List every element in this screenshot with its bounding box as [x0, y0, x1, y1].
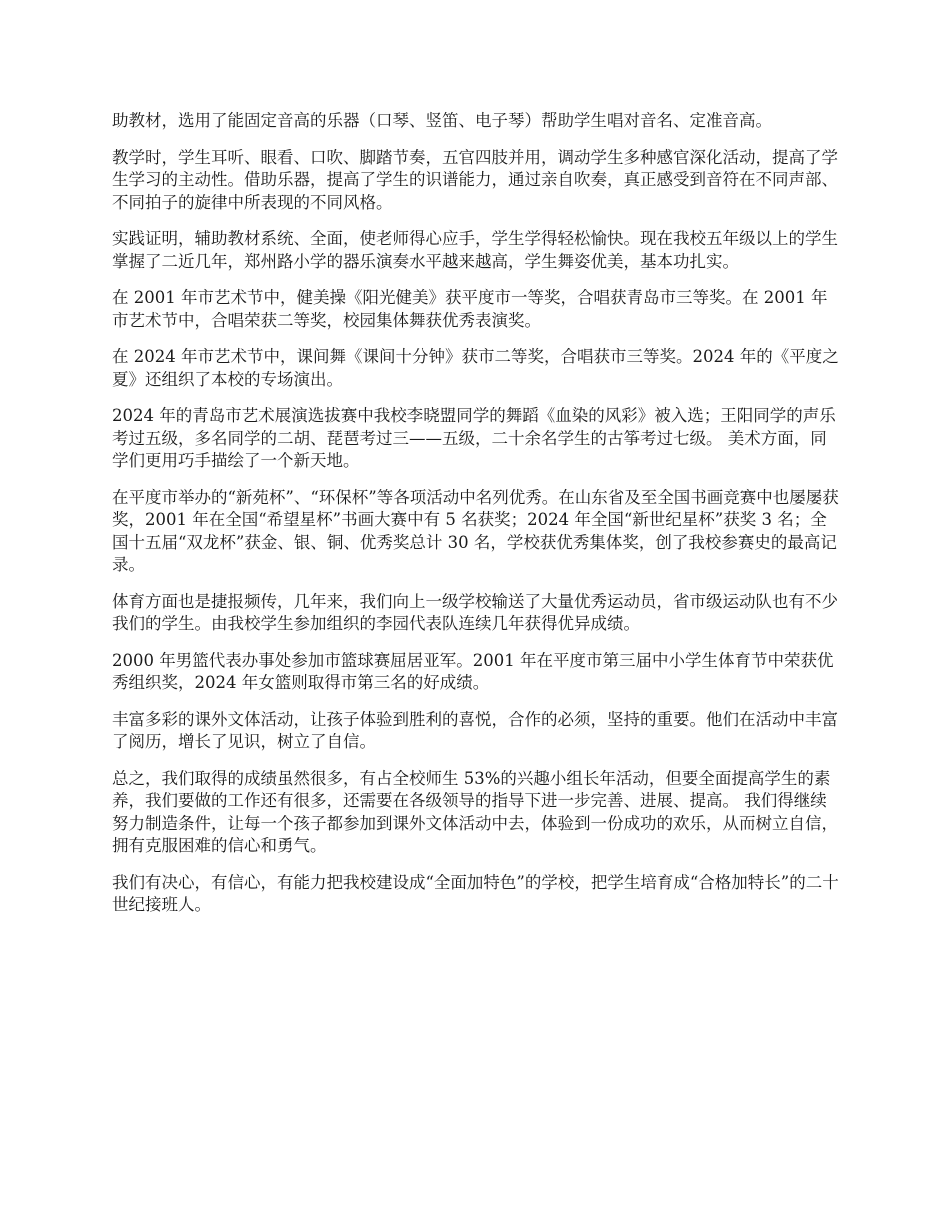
paragraph-8: 体育方面也是捷报频传，几年来，我们向上一级学校输送了大量优秀运动员，省市级运动队也有不少我们的学生。由我校学生参加组织的李园代表队连续几年获得优异成绩。 [112, 591, 838, 633]
paragraph-5: 在 2024 年市艺术节中，课间舞《课间十分钟》获市二等奖，合唱获市三等奖。2024 年的《平度之夏》还组织了本校的专场演出。 [112, 347, 839, 389]
paragraph-3: 实践证明，辅助教材系统、全面，使老师得心应手，学生学得轻松愉快。现在我校五年级以上的学生掌握了二近几年，郑州路小学的器乐演奏水平越来越高，学生舞姿优美，基本功扎实。 [112, 229, 838, 271]
paragraph-12: 我们有决心，有信心，有能力把我校建设成“全面加特色”的学校，把学生培育成“合格加特长”的二十世纪接班人。 [112, 872, 839, 914]
paragraph-11: 总之，我们取得的成绩虽然很多，有占全校师生 53%的兴趣小组长年活动，但要全面提高学生的素养，我们要做的工作还有很多，还需要在各级领导的指导下进一步完善、进展、提高。 我们得继续努力制造条件，让每一个孩子都参加到课外文体活动中去，体验到一份成功的欢乐，从而树立自信，拥有克服困难的信心和勇气。 [112, 768, 838, 855]
paragraph-10: 丰富多彩的课外文体活动，让孩子体验到胜利的喜悦，合作的必须，坚持的重要。他们在活动中丰富了阅历，增长了见识，树立了自信。 [112, 709, 838, 751]
paragraph-9: 2000 年男篮代表办事处参加市篮球赛屈居亚军。2001 年在平度市第三届中小学生体育节中荣获优秀组织奖，2024 年女篮则取得市第三名的好成绩。 [112, 650, 834, 692]
document-body [112, 110, 842, 931]
paragraph-1: 助教材，选用了能固定音高的乐器（口琴、竖笛、电子琴）帮助学生唱对音名、定准音高。 [112, 111, 772, 130]
paragraph-2: 教学时，学生耳听、眼看、口吹、脚踏节奏，五官四肢并用，调动学生多种感官深化活动，提高了学生学习的主动性。借助乐器，提高了学生的识谱能力，通过亲自吹奏，真正感受到音符在不同声部、不同拍子的旋律中所表现的不同风格。 [112, 147, 838, 212]
paragraph-6: 2024 年的青岛市艺术展演选拔赛中我校李晓盟同学的舞蹈《血染的风彩》被入选；王阳同学的声乐考过五级，多名同学的二胡、琵琶考过三——五级，二十余名学生的古筝考过七级。 美术方面，同学们更用巧手描绘了一个新天地。 [112, 406, 836, 470]
paragraph-4: 在 2001 年市艺术节中，健美操《阳光健美》获平度市一等奖，合唱获青岛市三等奖。在 2001 年市艺术节中，合唱荣获二等奖，校园集体舞获优秀表演奖。 [112, 288, 828, 330]
paragraph-7: 在平度市举办的“新苑杯”、“环保杯”等各项活动中名列优秀。在山东省及至全国书画竞赛中也屡屡获奖，2001 年在全国“希望星杯”书画大赛中有 5 名获奖；2024 年全国“新世纪星杯”获奖 3 名；全国十五届“双龙杯”获金、银、铜、优秀奖总计 30 名，学校获优秀集体奖，创了我校参赛史的最高记录。 [112, 487, 839, 574]
